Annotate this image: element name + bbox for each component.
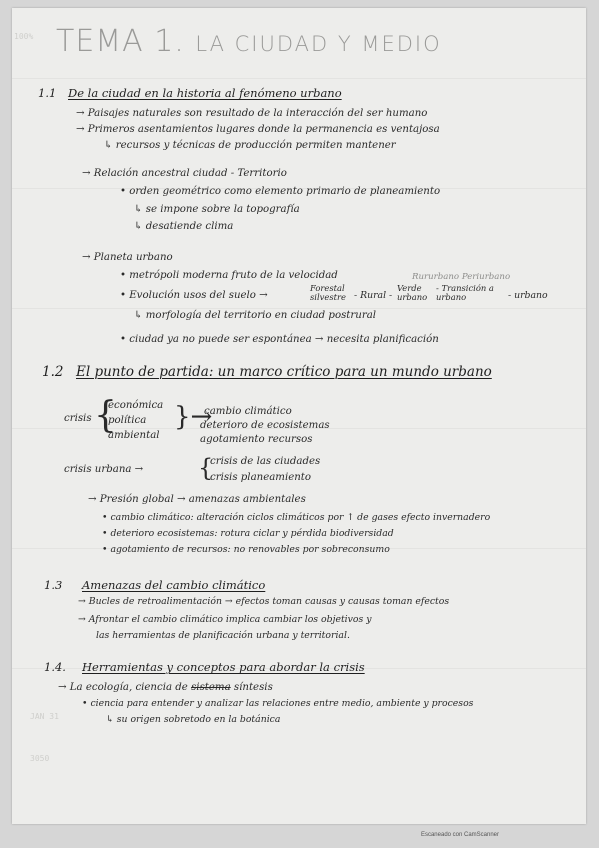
note-line: ↳ se impone sobre la topografía — [134, 204, 300, 215]
section-number: 1.4. — [44, 660, 66, 674]
note-line: → Primeros asentamientos lugares donde la permanencia es ventajosa — [76, 124, 440, 135]
crisis-label: crisis — [64, 413, 92, 424]
crossed-out-word: sistema — [191, 682, 231, 693]
land-use-stage: - urbano — [508, 290, 548, 301]
bracket-arrow-icon: }→ — [174, 402, 213, 432]
note-line: ↳ desatiende clima — [134, 221, 234, 232]
crisis-effect: agotamiento recursos — [200, 434, 313, 445]
title-sub: LA CIUDAD Y MEDIO — [195, 32, 442, 56]
note-line: ↳ morfología del territorio en ciudad postrural — [134, 310, 377, 321]
margin-mark: 100% — [14, 32, 34, 41]
crisis-effect: cambio climático — [204, 406, 292, 417]
note-text: → La ecología, ciencia de — [58, 682, 188, 693]
bullet-item: • metrópoli moderna fruto de la velocidad — [120, 270, 338, 281]
note-line: → Afrontar el cambio climático implica cambiar los objetivos y — [78, 614, 372, 625]
note-text: síntesis — [233, 682, 273, 693]
note-line: las herramientas de planificación urbana y territorial. — [96, 630, 350, 641]
crisis-type: ambiental — [108, 430, 160, 441]
crisis-label: crisis urbana → — [64, 464, 144, 475]
crisis-effect: crisis planeamiento — [210, 472, 312, 483]
note-line: → Paisajes naturales son resultado de la interacción del ser humano — [76, 108, 428, 119]
land-use-stage: Verde urbano — [397, 283, 428, 302]
margin-mark: JAN 31 — [30, 712, 59, 721]
section-number: 1.3 — [44, 578, 63, 592]
crisis-type: económica — [108, 400, 164, 411]
scan-footer: Escaneado con CamScanner — [420, 832, 500, 838]
section-heading: Herramientas y conceptos para abordar la crisis — [82, 660, 365, 674]
subheading: → Presión global → amenazas ambientales — [88, 494, 306, 505]
title-main: TEMA 1. — [56, 24, 185, 59]
crisis-effect: crisis de las ciudades — [210, 456, 321, 467]
side-note: Rururbano Periurbano — [412, 272, 511, 282]
note-line — [58, 682, 273, 693]
note-line: ↳ recursos y técnicas de producción permiten mantener — [104, 140, 396, 151]
page-title — [56, 24, 442, 59]
section-number: 1.1 — [38, 86, 57, 100]
bullet-item: • orden geométrico como elemento primario de planeamiento — [120, 186, 441, 197]
ruled-line — [12, 308, 586, 309]
bullet-item: • cambio climático: alteración ciclos climáticos por ↑ de gases efecto invernadero — [102, 512, 491, 523]
section-heading: El punto de partida: un marco crítico para un mundo urbano — [76, 364, 492, 380]
bullet-item: • ciudad ya no puede ser espontánea → necesita planificación — [120, 334, 439, 345]
crisis-type: política — [108, 415, 147, 426]
section-heading: De la ciudad en la historia al fenómeno urbano — [68, 86, 342, 100]
land-use-stage: - Rural - — [354, 290, 393, 301]
subheading: → Planeta urbano — [82, 252, 173, 263]
subheading: → Relación ancestral ciudad - Territorio — [82, 168, 287, 179]
land-use-stage: - Transición a urbano — [436, 283, 494, 302]
brace-icon: { — [198, 454, 214, 482]
bullet-item: • ciencia para entender y analizar las relaciones entre medio, ambiente y procesos — [82, 698, 474, 709]
brace-icon: { — [94, 395, 117, 436]
bullet-item: • agotamiento de recursos: no renovables por sobreconsumo — [102, 544, 390, 555]
section-heading: Amenazas del cambio climático — [82, 578, 266, 592]
section-number: 1.2 — [42, 364, 64, 380]
bullet-item: • Evolución usos del suelo → — [120, 290, 268, 301]
crisis-effect: deterioro de ecosistemas — [200, 420, 330, 431]
ruled-line — [12, 78, 586, 79]
land-use-stage: Forestal silvestre — [310, 283, 346, 302]
note-line: ↳ su origen sobretodo en la botánica — [106, 714, 281, 725]
notebook-page — [12, 8, 586, 824]
margin-mark: 3050 — [30, 754, 50, 763]
note-line: → Bucles de retroalimentación → efectos toman causas y causas toman efectos — [78, 596, 450, 607]
bullet-item: • deterioro ecosistemas: rotura ciclar y pérdida biodiversidad — [102, 528, 394, 539]
